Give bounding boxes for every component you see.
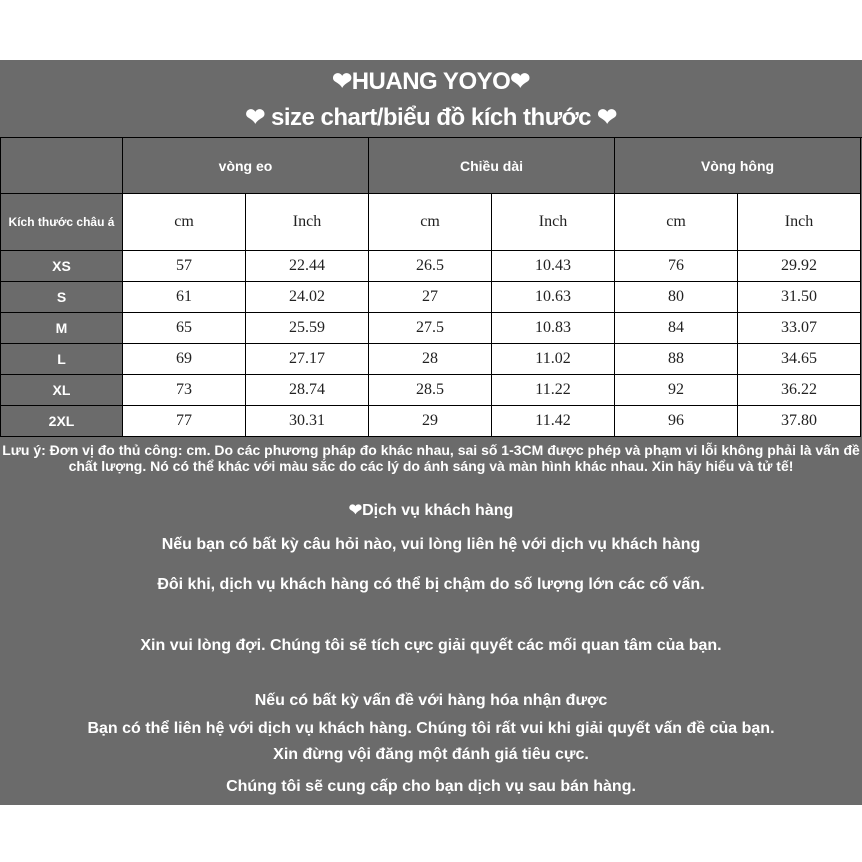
table-row bbox=[1, 406, 861, 437]
value-cell: 30.31 bbox=[246, 406, 369, 437]
brand-title: ❤HUANG YOYO❤ bbox=[332, 68, 530, 95]
value-cell: 25.59 bbox=[246, 313, 369, 344]
value-cell: 69 bbox=[123, 344, 246, 375]
note bbox=[0, 442, 862, 474]
value-cell: 26.5 bbox=[369, 251, 492, 282]
value-cell: 92 bbox=[615, 375, 738, 406]
size-label: S bbox=[1, 282, 123, 313]
service-line: Xin đừng vội đăng một đánh giá tiêu cực. bbox=[273, 746, 589, 763]
unit-cell: cm bbox=[123, 194, 246, 251]
value-cell: 76 bbox=[615, 251, 738, 282]
group-hip: Vòng hông bbox=[615, 138, 861, 194]
group-length: Chiều dài bbox=[369, 138, 615, 194]
value-cell: 80 bbox=[615, 282, 738, 313]
size-table bbox=[0, 137, 861, 437]
value-cell: 61 bbox=[123, 282, 246, 313]
value-cell: 73 bbox=[123, 375, 246, 406]
service-heading: ❤Dịch vụ khách hàng bbox=[348, 502, 514, 519]
value-cell: 77 bbox=[123, 406, 246, 437]
group-waist: vòng eo bbox=[123, 138, 369, 194]
value-cell: 96 bbox=[615, 406, 738, 437]
size-label: 2XL bbox=[1, 406, 123, 437]
value-cell: 11.22 bbox=[492, 375, 615, 406]
value-cell: 10.63 bbox=[492, 282, 615, 313]
size-label: L bbox=[1, 344, 123, 375]
value-cell: 84 bbox=[615, 313, 738, 344]
value-cell: 28.74 bbox=[246, 375, 369, 406]
service-line: Đôi khi, dịch vụ khách hàng có thể bị chậm do số lượng lớn các cố vấn. bbox=[157, 576, 705, 593]
value-cell: 33.07 bbox=[738, 313, 861, 344]
size-label: XL bbox=[1, 375, 123, 406]
table-row bbox=[1, 375, 861, 406]
value-cell: 37.80 bbox=[738, 406, 861, 437]
value-cell: 31.50 bbox=[738, 282, 861, 313]
value-cell: 11.42 bbox=[492, 406, 615, 437]
unit-cell: Inch bbox=[738, 194, 861, 251]
value-cell: 65 bbox=[123, 313, 246, 344]
size-label: M bbox=[1, 313, 123, 344]
value-cell: 22.44 bbox=[246, 251, 369, 282]
table-row bbox=[1, 344, 861, 375]
value-cell: 34.65 bbox=[738, 344, 861, 375]
unit-cell: Inch bbox=[246, 194, 369, 251]
note-text: Lưu ý: Đơn vị đo thủ công: cm. Do các phương pháp đo khác nhau, sai số 1-3CM được phép và phạm vi lỗi không phải là vấn đề chất lượng. Nó có thể khác với màu sắc do các lý do ánh sáng và màn hình khác nhau. Xin hãy hiểu và tử tế! bbox=[2, 442, 860, 474]
value-cell: 57 bbox=[123, 251, 246, 282]
size-label: XS bbox=[1, 251, 123, 282]
value-cell: 29.92 bbox=[738, 251, 861, 282]
value-cell: 27.17 bbox=[246, 344, 369, 375]
size-chart-title: ❤ size chart/biểu đồ kích thước ❤ bbox=[245, 104, 617, 131]
chart-title bbox=[0, 60, 862, 138]
table-row bbox=[1, 251, 861, 282]
asian-size-label: Kích thước châu á bbox=[1, 194, 123, 251]
value-cell: 28 bbox=[369, 344, 492, 375]
service-line: Bạn có thể liên hệ với dịch vụ khách hàng. Chúng tôi rất vui khi giải quyết vấn đề của bạn. bbox=[87, 720, 775, 737]
value-cell: 88 bbox=[615, 344, 738, 375]
value-cell: 28.5 bbox=[369, 375, 492, 406]
service-line: Xin vui lòng đợi. Chúng tôi sẽ tích cực giải quyết các mối quan tâm của bạn. bbox=[140, 637, 722, 654]
unit-cell: cm bbox=[615, 194, 738, 251]
value-cell: 29 bbox=[369, 406, 492, 437]
service-line: Nếu bạn có bất kỳ câu hỏi nào, vui lòng liên hệ với dịch vụ khách hàng bbox=[161, 536, 701, 553]
value-cell: 27 bbox=[369, 282, 492, 313]
value-cell: 10.43 bbox=[492, 251, 615, 282]
table-row bbox=[1, 282, 861, 313]
value-cell: 24.02 bbox=[246, 282, 369, 313]
service-line: Chúng tôi sẽ cung cấp cho bạn dịch vụ sau bán hàng. bbox=[226, 778, 636, 795]
unit-cell: Inch bbox=[492, 194, 615, 251]
corner-cell bbox=[1, 138, 123, 194]
value-cell: 11.02 bbox=[492, 344, 615, 375]
value-cell: 10.83 bbox=[492, 313, 615, 344]
unit-row bbox=[1, 194, 861, 251]
value-cell: 27.5 bbox=[369, 313, 492, 344]
unit-cell: cm bbox=[369, 194, 492, 251]
group-header-row bbox=[1, 138, 861, 194]
value-cell: 36.22 bbox=[738, 375, 861, 406]
service-line: Nếu có bất kỳ vấn đề với hàng hóa nhận được bbox=[254, 692, 608, 709]
table-row bbox=[1, 313, 861, 344]
